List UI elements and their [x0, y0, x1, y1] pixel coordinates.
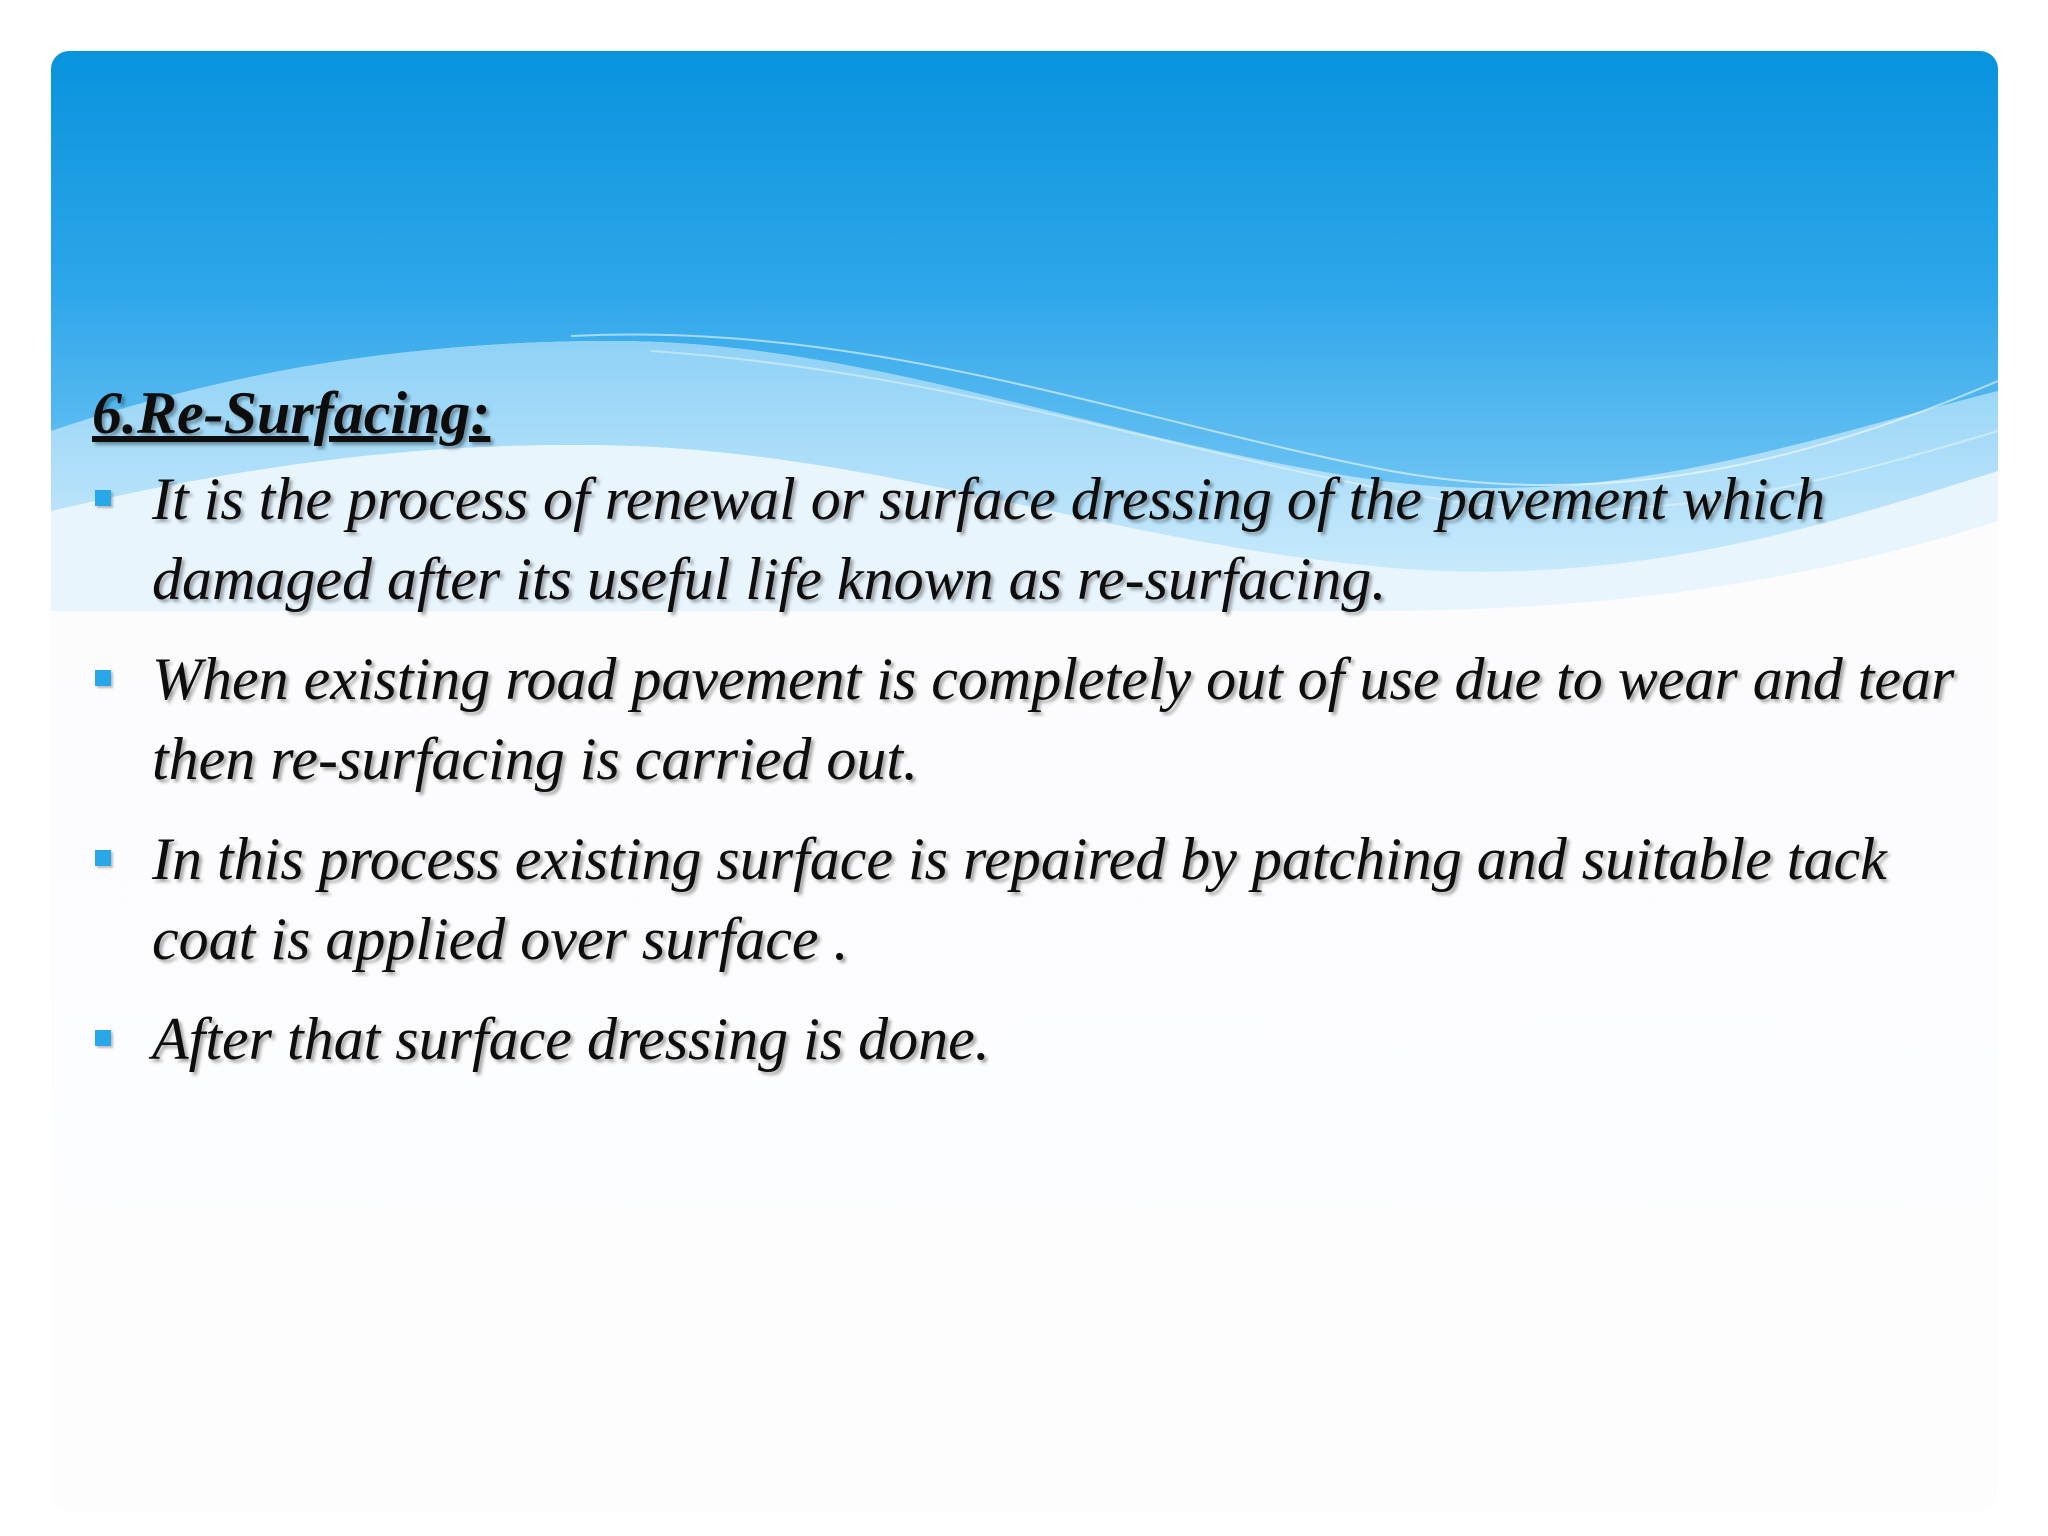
bullet-item	[92, 639, 1992, 799]
bullet-item	[92, 819, 1992, 979]
slide-content	[92, 373, 1992, 1099]
bullet-text: When existing road pavement is completely out of use due to wear and tear then re-surfacing is carried out.	[152, 646, 1955, 792]
bullet-list	[92, 459, 1992, 1079]
bullet-square-icon	[95, 1030, 111, 1046]
bullet-text: After that surface dressing is done.	[152, 1006, 990, 1072]
bullet-item	[92, 459, 1992, 619]
bullet-item	[92, 999, 1992, 1079]
slide-panel	[51, 51, 1998, 1511]
bullet-text: It is the process of renewal or surface dressing of the pavement which damaged after its useful life known as re-surfacing.	[152, 466, 1826, 612]
bullet-square-icon	[95, 670, 111, 686]
bullet-text: In this process existing surface is repaired by patching and suitable tack coat is applied over surface .	[152, 826, 1887, 972]
slide-heading: 6.Re-Surfacing:	[92, 380, 491, 446]
bullet-square-icon	[95, 490, 111, 506]
bullet-square-icon	[95, 850, 111, 866]
